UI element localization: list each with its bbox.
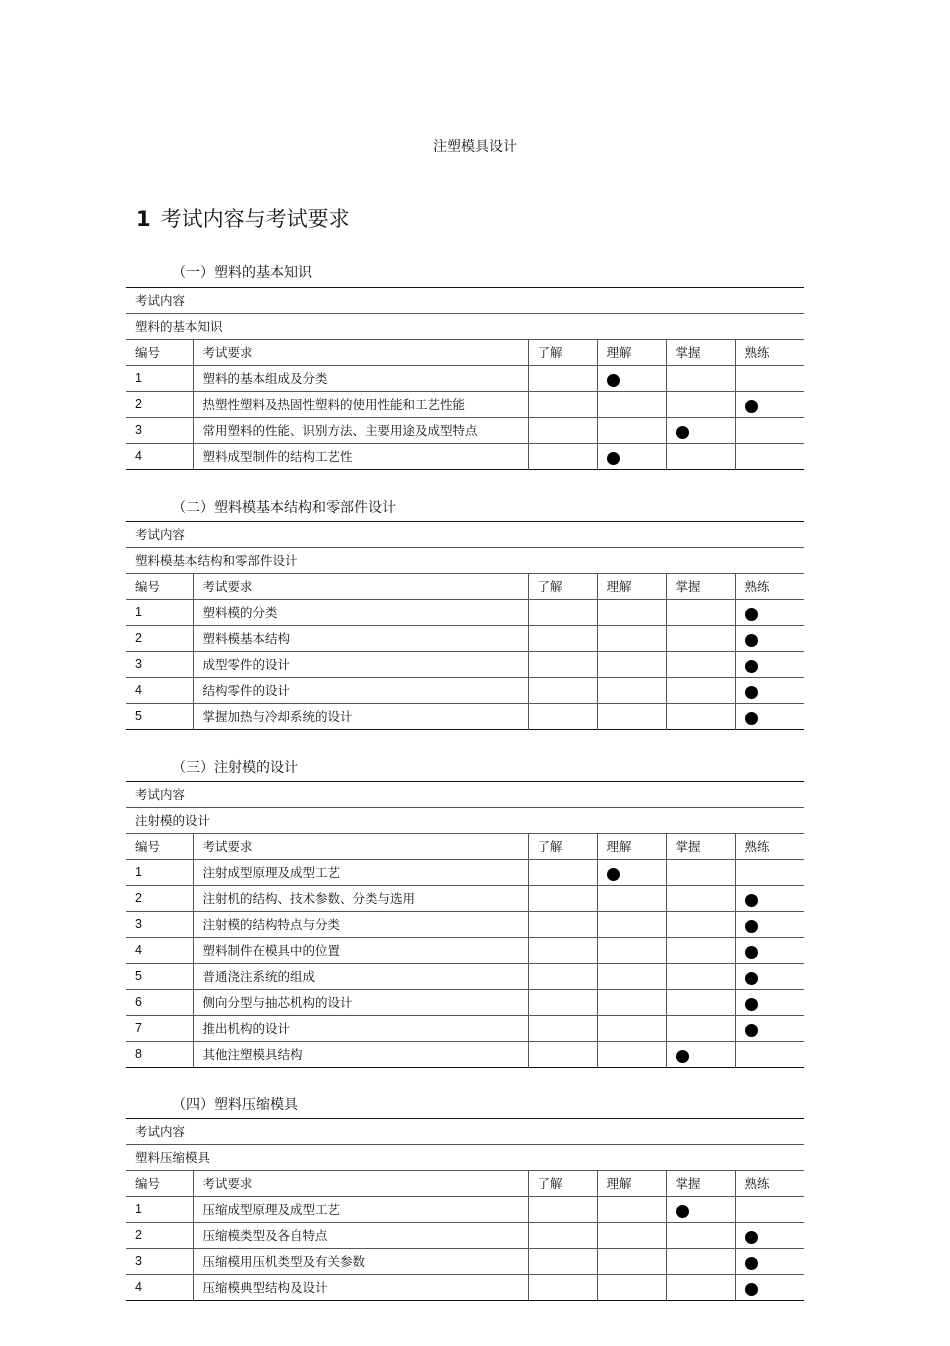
- header-row: [126, 340, 804, 366]
- header-row: [126, 834, 804, 860]
- col-header-level: 了解: [528, 574, 597, 600]
- row-number: 1: [126, 600, 193, 626]
- section-title: （一）塑料的基本知识: [172, 265, 312, 281]
- col-header-num: 编号: [126, 574, 193, 600]
- level-cell: [666, 964, 735, 990]
- row-requirement: 塑料制件在模具中的位置: [193, 938, 528, 964]
- level-cell: [666, 912, 735, 938]
- content-label-row: [126, 288, 804, 314]
- row-requirement: 成型零件的设计: [193, 652, 528, 678]
- level-cell: [597, 1223, 666, 1249]
- document-title: 注塑模具设计: [433, 139, 517, 155]
- level-cell: [528, 912, 597, 938]
- level-cell: [735, 1275, 804, 1301]
- level-cell: [597, 652, 666, 678]
- col-header-level: 了解: [528, 340, 597, 366]
- level-cell: [528, 444, 597, 470]
- level-cell: [735, 990, 804, 1016]
- level-cell: [597, 444, 666, 470]
- level-cell: [666, 444, 735, 470]
- col-header-req: 考试要求: [193, 834, 528, 860]
- level-cell: [597, 366, 666, 392]
- level-cell: [666, 1275, 735, 1301]
- level-cell: [666, 392, 735, 418]
- row-number: 1: [126, 860, 193, 886]
- col-header-num: 编号: [126, 1171, 193, 1197]
- row-requirement: 推出机构的设计: [193, 1016, 528, 1042]
- level-cell: [735, 678, 804, 704]
- level-cell: [666, 1249, 735, 1275]
- level-cell: [597, 938, 666, 964]
- level-cell: [735, 938, 804, 964]
- table-row: [126, 886, 804, 912]
- col-header-level: 掌握: [666, 574, 735, 600]
- level-cell: [666, 1223, 735, 1249]
- subject-row: [126, 548, 804, 574]
- level-cell: [528, 704, 597, 730]
- level-cell: [735, 366, 804, 392]
- level-cell: [666, 1197, 735, 1223]
- table-row: [126, 990, 804, 1016]
- table-row: [126, 1016, 804, 1042]
- filled-circle-icon: [745, 894, 758, 907]
- col-header-level: 了解: [528, 1171, 597, 1197]
- level-cell: [666, 600, 735, 626]
- level-cell: [735, 392, 804, 418]
- row-requirement: 塑料模基本结构: [193, 626, 528, 652]
- content-label-row: [126, 782, 804, 808]
- level-cell: [597, 678, 666, 704]
- level-cell: [735, 704, 804, 730]
- level-cell: [735, 444, 804, 470]
- filled-circle-icon: [745, 1257, 758, 1270]
- content-label: 考试内容: [135, 293, 186, 308]
- level-cell: [528, 1042, 597, 1068]
- level-cell: [597, 1042, 666, 1068]
- row-number: 3: [126, 652, 193, 678]
- col-header-level: 了解: [528, 834, 597, 860]
- filled-circle-icon: [745, 608, 758, 621]
- level-cell: [528, 990, 597, 1016]
- table-row: [126, 1223, 804, 1249]
- row-requirement: 塑料模的分类: [193, 600, 528, 626]
- row-number: 3: [126, 912, 193, 938]
- filled-circle-icon: [745, 660, 758, 673]
- level-cell: [666, 366, 735, 392]
- level-cell: [666, 1042, 735, 1068]
- row-number: 4: [126, 444, 193, 470]
- row-number: 1: [126, 366, 193, 392]
- level-cell: [597, 964, 666, 990]
- row-number: 7: [126, 1016, 193, 1042]
- row-requirement: 注射机的结构、技术参数、分类与选用: [193, 886, 528, 912]
- row-number: 4: [126, 938, 193, 964]
- level-cell: [528, 1275, 597, 1301]
- row-number: 5: [126, 964, 193, 990]
- filled-circle-icon: [676, 1205, 689, 1218]
- level-cell: [666, 678, 735, 704]
- level-cell: [597, 1249, 666, 1275]
- level-cell: [597, 626, 666, 652]
- level-cell: [597, 1016, 666, 1042]
- chapter-title: 考试内容与考试要求: [160, 207, 350, 231]
- level-cell: [597, 418, 666, 444]
- chapter-heading: [136, 203, 350, 233]
- filled-circle-icon: [745, 1231, 758, 1244]
- level-cell: [528, 652, 597, 678]
- col-header-level: 掌握: [666, 1171, 735, 1197]
- level-cell: [597, 886, 666, 912]
- subject-name: 塑料的基本知识: [126, 314, 804, 340]
- content-label: 考试内容: [135, 787, 186, 802]
- filled-circle-icon: [745, 400, 758, 413]
- table-row: [126, 964, 804, 990]
- content-label-row: [126, 522, 804, 548]
- row-requirement: 塑料的基本组成及分类: [193, 366, 528, 392]
- level-cell: [735, 600, 804, 626]
- table-row: [126, 1275, 804, 1301]
- table-row: [126, 1197, 804, 1223]
- level-cell: [735, 1016, 804, 1042]
- requirements-table: [126, 521, 804, 730]
- level-cell: [735, 418, 804, 444]
- level-cell: [528, 1016, 597, 1042]
- filled-circle-icon: [676, 1050, 689, 1063]
- level-cell: [597, 600, 666, 626]
- level-cell: [597, 392, 666, 418]
- row-requirement: 注射模的结构特点与分类: [193, 912, 528, 938]
- level-cell: [597, 860, 666, 886]
- subject-row: [126, 1145, 804, 1171]
- level-cell: [528, 418, 597, 444]
- table-row: [126, 652, 804, 678]
- row-number: 6: [126, 990, 193, 1016]
- level-cell: [528, 886, 597, 912]
- col-header-level: 熟练: [735, 1171, 804, 1197]
- filled-circle-icon: [607, 452, 620, 465]
- level-cell: [735, 964, 804, 990]
- table-row: [126, 444, 804, 470]
- row-requirement: 压缩模类型及各自特点: [193, 1223, 528, 1249]
- level-cell: [597, 1275, 666, 1301]
- table-row: [126, 678, 804, 704]
- level-cell: [597, 912, 666, 938]
- level-cell: [666, 626, 735, 652]
- row-number: 3: [126, 1249, 193, 1275]
- row-number: 2: [126, 1223, 193, 1249]
- row-number: 4: [126, 1275, 193, 1301]
- col-header-req: 考试要求: [193, 340, 528, 366]
- col-header-level: 熟练: [735, 834, 804, 860]
- row-requirement: 普通浇注系统的组成: [193, 964, 528, 990]
- row-requirement: 侧向分型与抽芯机构的设计: [193, 990, 528, 1016]
- row-number: 1: [126, 1197, 193, 1223]
- table-row: [126, 704, 804, 730]
- level-cell: [528, 392, 597, 418]
- col-header-level: 理解: [597, 574, 666, 600]
- filled-circle-icon: [745, 1024, 758, 1037]
- row-requirement: 结构零件的设计: [193, 678, 528, 704]
- table-row: [126, 912, 804, 938]
- content-label: 考试内容: [135, 527, 186, 542]
- level-cell: [735, 886, 804, 912]
- level-cell: [528, 1223, 597, 1249]
- level-cell: [735, 1197, 804, 1223]
- col-header-level: 熟练: [735, 574, 804, 600]
- chapter-number: 1: [136, 207, 151, 231]
- subject-name: 塑料模基本结构和零部件设计: [126, 548, 804, 574]
- level-cell: [735, 1042, 804, 1068]
- filled-circle-icon: [745, 946, 758, 959]
- table-row: [126, 1249, 804, 1275]
- table-row: [126, 860, 804, 886]
- subject-name: 塑料压缩模具: [126, 1145, 804, 1171]
- row-number: 2: [126, 626, 193, 652]
- level-cell: [666, 704, 735, 730]
- col-header-level: 理解: [597, 340, 666, 366]
- level-cell: [666, 860, 735, 886]
- subject-row: [126, 808, 804, 834]
- header-row: [126, 1171, 804, 1197]
- col-header-level: 掌握: [666, 834, 735, 860]
- col-header-num: 编号: [126, 834, 193, 860]
- filled-circle-icon: [745, 920, 758, 933]
- row-number: 4: [126, 678, 193, 704]
- table-row: [126, 366, 804, 392]
- level-cell: [528, 366, 597, 392]
- level-cell: [666, 990, 735, 1016]
- row-requirement: 常用塑料的性能、识别方法、主要用途及成型特点: [193, 418, 528, 444]
- row-number: 8: [126, 1042, 193, 1068]
- filled-circle-icon: [676, 426, 689, 439]
- level-cell: [666, 418, 735, 444]
- col-header-num: 编号: [126, 340, 193, 366]
- section-title: （二）塑料模基本结构和零部件设计: [172, 500, 396, 516]
- col-header-level: 理解: [597, 834, 666, 860]
- row-requirement: 热塑性塑料及热固性塑料的使用性能和工艺性能: [193, 392, 528, 418]
- row-requirement: 压缩模典型结构及设计: [193, 1275, 528, 1301]
- level-cell: [735, 626, 804, 652]
- table-row: [126, 1042, 804, 1068]
- level-cell: [528, 1249, 597, 1275]
- level-cell: [666, 1016, 735, 1042]
- row-requirement: 掌握加热与冷却系统的设计: [193, 704, 528, 730]
- col-header-req: 考试要求: [193, 1171, 528, 1197]
- col-header-level: 掌握: [666, 340, 735, 366]
- level-cell: [528, 626, 597, 652]
- row-requirement: 其他注塑模具结构: [193, 1042, 528, 1068]
- level-cell: [528, 600, 597, 626]
- section-title: （四）塑料压缩模具: [172, 1097, 298, 1113]
- row-requirement: 注射成型原理及成型工艺: [193, 860, 528, 886]
- level-cell: [735, 860, 804, 886]
- row-number: 2: [126, 886, 193, 912]
- level-cell: [735, 1249, 804, 1275]
- level-cell: [528, 678, 597, 704]
- table-row: [126, 626, 804, 652]
- content-label: 考试内容: [135, 1124, 186, 1139]
- table-row: [126, 392, 804, 418]
- col-header-level: 熟练: [735, 340, 804, 366]
- level-cell: [528, 938, 597, 964]
- requirements-table: [126, 1118, 804, 1301]
- col-header-req: 考试要求: [193, 574, 528, 600]
- level-cell: [735, 652, 804, 678]
- level-cell: [528, 860, 597, 886]
- level-cell: [735, 1223, 804, 1249]
- table-row: [126, 600, 804, 626]
- filled-circle-icon: [745, 634, 758, 647]
- level-cell: [597, 990, 666, 1016]
- filled-circle-icon: [745, 972, 758, 985]
- table-row: [126, 418, 804, 444]
- row-requirement: 压缩模用压机类型及有关参数: [193, 1249, 528, 1275]
- filled-circle-icon: [745, 1283, 758, 1296]
- level-cell: [528, 1197, 597, 1223]
- section-title: （三）注射模的设计: [172, 760, 298, 776]
- row-number: 5: [126, 704, 193, 730]
- col-header-level: 理解: [597, 1171, 666, 1197]
- level-cell: [666, 938, 735, 964]
- level-cell: [666, 652, 735, 678]
- filled-circle-icon: [745, 998, 758, 1011]
- requirements-table: [126, 287, 804, 470]
- row-requirement: 压缩成型原理及成型工艺: [193, 1197, 528, 1223]
- requirements-table: [126, 781, 804, 1068]
- filled-circle-icon: [745, 712, 758, 725]
- content-label-row: [126, 1119, 804, 1145]
- subject-name: 注射模的设计: [126, 808, 804, 834]
- filled-circle-icon: [745, 686, 758, 699]
- row-number: 3: [126, 418, 193, 444]
- level-cell: [597, 1197, 666, 1223]
- level-cell: [666, 886, 735, 912]
- row-number: 2: [126, 392, 193, 418]
- table-row: [126, 938, 804, 964]
- filled-circle-icon: [607, 374, 620, 387]
- level-cell: [597, 704, 666, 730]
- subject-row: [126, 314, 804, 340]
- filled-circle-icon: [607, 868, 620, 881]
- row-requirement: 塑料成型制件的结构工艺性: [193, 444, 528, 470]
- header-row: [126, 574, 804, 600]
- level-cell: [528, 964, 597, 990]
- level-cell: [735, 912, 804, 938]
